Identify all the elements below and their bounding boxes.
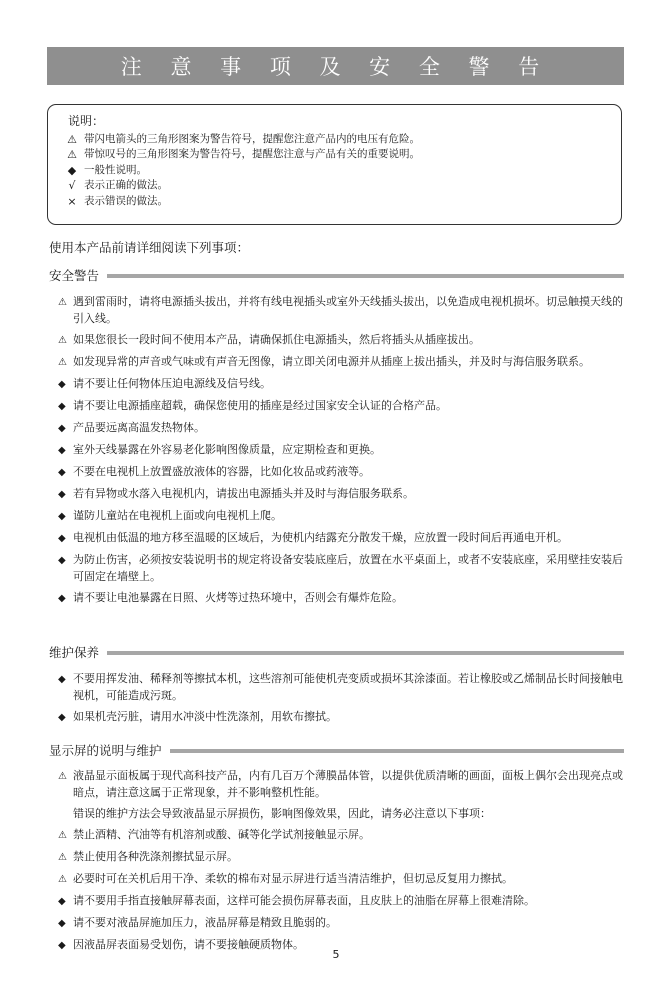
section-heading-display [49, 741, 624, 759]
legend-row [64, 147, 621, 163]
diamond-bullet-icon: ◆ [58, 511, 66, 522]
list-item-text: 请不要让电池暴露在日照、火烤等过热环境中，否则会有爆炸危险。 [73, 591, 403, 604]
list-item-text: 禁止酒精、汽油等有机溶剂或酸、碱等化学试剂接触显示屏。 [73, 828, 370, 841]
list-item-text: 因液晶屏表面易受划伤，请不要接触硬质物体。 [73, 938, 304, 951]
list-item-text: 如果机壳污脏，请用水冲淡中性洗涤剂，用软布擦拭。 [73, 710, 337, 723]
list-item-text: 请不要让任何物体压迫电源线及信号线。 [73, 377, 271, 390]
list-item-text: 室外天线暴露在外容易老化影响图像质量，应定期检查和更换。 [73, 443, 381, 456]
legend-row [64, 163, 621, 179]
list-item [58, 397, 624, 415]
diamond-bullet-icon: ◆ [58, 445, 66, 456]
diamond-bullet-icon: ◆ [58, 896, 66, 907]
list-item [58, 419, 624, 437]
list-item-text: 请不要让电源插座超载，确保您使用的插座是经过国家安全认证的合格产品。 [73, 399, 447, 412]
diamond-bullet-icon: ◆ [58, 712, 66, 723]
warning-triangle-icon: ⚠ [58, 297, 67, 308]
legend-row [64, 178, 621, 194]
diamond-bullet-icon: ◆ [58, 489, 66, 500]
list-item-text: 液晶显示面板属于现代高科技产品，内有几百万个薄膜晶体管，以提供优质清晰的画面，面板上偶尔会出现亮点或暗点，请注意这属于正常现象，并不影响整机性能。 [73, 769, 623, 799]
legend-title: 说明： [68, 114, 105, 128]
section-rule [107, 651, 624, 655]
list-item [58, 589, 624, 607]
warning-triangle-icon: ⚠ [58, 357, 67, 368]
list-item-text: 电视机由低温的地方移至温暖的区域后，为使机内结露充分散发干燥，应放置一段时间后再通电开机。 [73, 531, 568, 544]
list-item [58, 293, 624, 327]
section-heading-safety [49, 266, 624, 284]
list-item-text: 不要用挥发油、稀释剂等擦拭本机，这些溶剂可能使机壳变质或损坏其涂漆面。若让橡胶或乙烯制品长时间接触电视机，可能造成污斑。 [73, 672, 623, 702]
warning-triangle-icon: ⚠ [58, 852, 67, 863]
legend-row [64, 194, 621, 210]
diamond-bullet-icon: ◆ [58, 593, 66, 604]
warning-triangle-icon: ⚠ [67, 148, 77, 161]
list-item-text: 为防止伤害，必须按安装说明书的规定将设备安装底座后，放置在水平桌面上，或者不安装底座，采用壁挂安装后可固定在墙壁上。 [73, 553, 623, 583]
diamond-bullet-icon: ◆ [58, 940, 66, 951]
list-item-text: 产品要远离高温发热物体。 [73, 421, 205, 434]
list-item [58, 826, 624, 844]
warning-triangle-icon: ⚠ [58, 771, 67, 782]
diamond-bullet-icon: ◆ [58, 379, 66, 390]
list-item [58, 892, 624, 910]
list-item [58, 331, 624, 349]
safety-warning-list [58, 293, 624, 611]
warning-triangle-icon: ⚠ [58, 874, 67, 885]
warning-triangle-icon: ⚠ [58, 830, 67, 841]
diamond-bullet-icon: ◆ [58, 555, 66, 566]
list-item-text: 若有异物或水落入电视机内，请拔出电源插头并及时与海信服务联系。 [73, 487, 414, 500]
legend-text: 表示正确的做法。 [84, 179, 168, 191]
section-rule [107, 274, 624, 278]
list-item [58, 848, 624, 866]
list-item-text: 禁止使用各种洗涤剂擦拭显示屏。 [73, 850, 238, 863]
intro-text: 使用本产品前请详细阅读下列事项： [49, 240, 250, 255]
list-item-text: 不要在电视机上放置盛放液体的容器，比如化妆品或药液等。 [73, 465, 370, 478]
list-item [58, 529, 624, 547]
section-heading-label: 显示屏的说明与维护 [49, 743, 162, 758]
diamond-bullet-icon: ◆ [58, 467, 66, 478]
list-item [58, 914, 624, 932]
warning-triangle-icon: ⚠ [67, 132, 77, 146]
diamond-bullet-icon: ◆ [58, 674, 66, 685]
diamond-bullet-icon: ◆ [58, 423, 66, 434]
page-number: 5 [332, 948, 340, 961]
list-item-text: 错误的维护方法会导致液晶显示屏损伤，影响图像效果，因此，请务必注意以下事项： [73, 807, 491, 820]
section-heading-label: 维护保养 [49, 645, 100, 660]
list-item [58, 441, 624, 459]
legend-text: 表示错误的做法。 [84, 194, 168, 207]
check-mark-icon: √ [68, 179, 76, 192]
section-heading-label: 安全警告 [49, 268, 100, 283]
legend-text: 带惊叹号的三角形图案为警告符号，提醒您注意与产品有关的重要说明。 [84, 148, 420, 160]
legend-text: 一般性说明。 [84, 163, 147, 176]
legend-row [64, 132, 621, 148]
cross-mark-icon: × [67, 194, 77, 208]
list-item [58, 485, 624, 503]
warning-triangle-icon: ⚠ [58, 335, 67, 346]
list-item [58, 708, 624, 726]
legend-text: 带闪电箭头的三角形图案为警告符号，提醒您注意产品内的电压有危险。 [84, 132, 420, 145]
list-item [58, 767, 624, 801]
list-item-text: 谨防儿童站在电视机上面或向电视机上爬。 [73, 509, 282, 522]
display-care-list [58, 767, 624, 958]
legend-box [47, 104, 622, 225]
list-item [58, 551, 624, 585]
list-item [58, 375, 624, 393]
maintenance-list [58, 670, 624, 730]
list-item [58, 870, 624, 888]
list-item [58, 507, 624, 525]
list-item [58, 805, 624, 822]
section-heading-maintenance [49, 643, 624, 661]
list-item [58, 463, 624, 481]
page-title: 注 意 事 项 及 安 全 警 告 [47, 47, 624, 85]
diamond-bullet-icon: ◆ [58, 918, 66, 929]
diamond-bullet-icon: ◆ [58, 401, 66, 412]
diamond-bullet-icon: ◆ [58, 533, 66, 544]
list-item-text: 请不要用手指直接触屏幕表面，这样可能会损伤屏幕表面，且皮肤上的油脂在屏幕上很难清除。 [73, 894, 535, 907]
list-item-text: 如发现异常的声音或气味或有声音无图像，请立即关闭电源并从插座上拔出插头，并及时与海信服务联系。 [73, 355, 590, 368]
list-item-text: 请不要对液晶屏施加压力，液晶屏幕是精致且脆弱的。 [73, 916, 337, 929]
list-item-text: 必要时可在关机后用干净、柔软的棉布对显示屏进行适当清洁维护，但切忌反复用力擦拭。 [73, 872, 513, 885]
list-item-text: 如果您很长一段时间不使用本产品，请确保抓住电源插头，然后将插头从插座拔出。 [73, 333, 480, 346]
list-item [58, 353, 624, 371]
diamond-bullet-icon: ◆ [67, 163, 77, 177]
list-item-text: 遇到雷雨时，请将电源插头拔出，并将有线电视插头或室外天线插头拔出，以免造成电视机损坏。切忌触摸天线的引入线。 [73, 295, 623, 325]
section-rule [170, 749, 624, 753]
list-item [58, 670, 624, 704]
